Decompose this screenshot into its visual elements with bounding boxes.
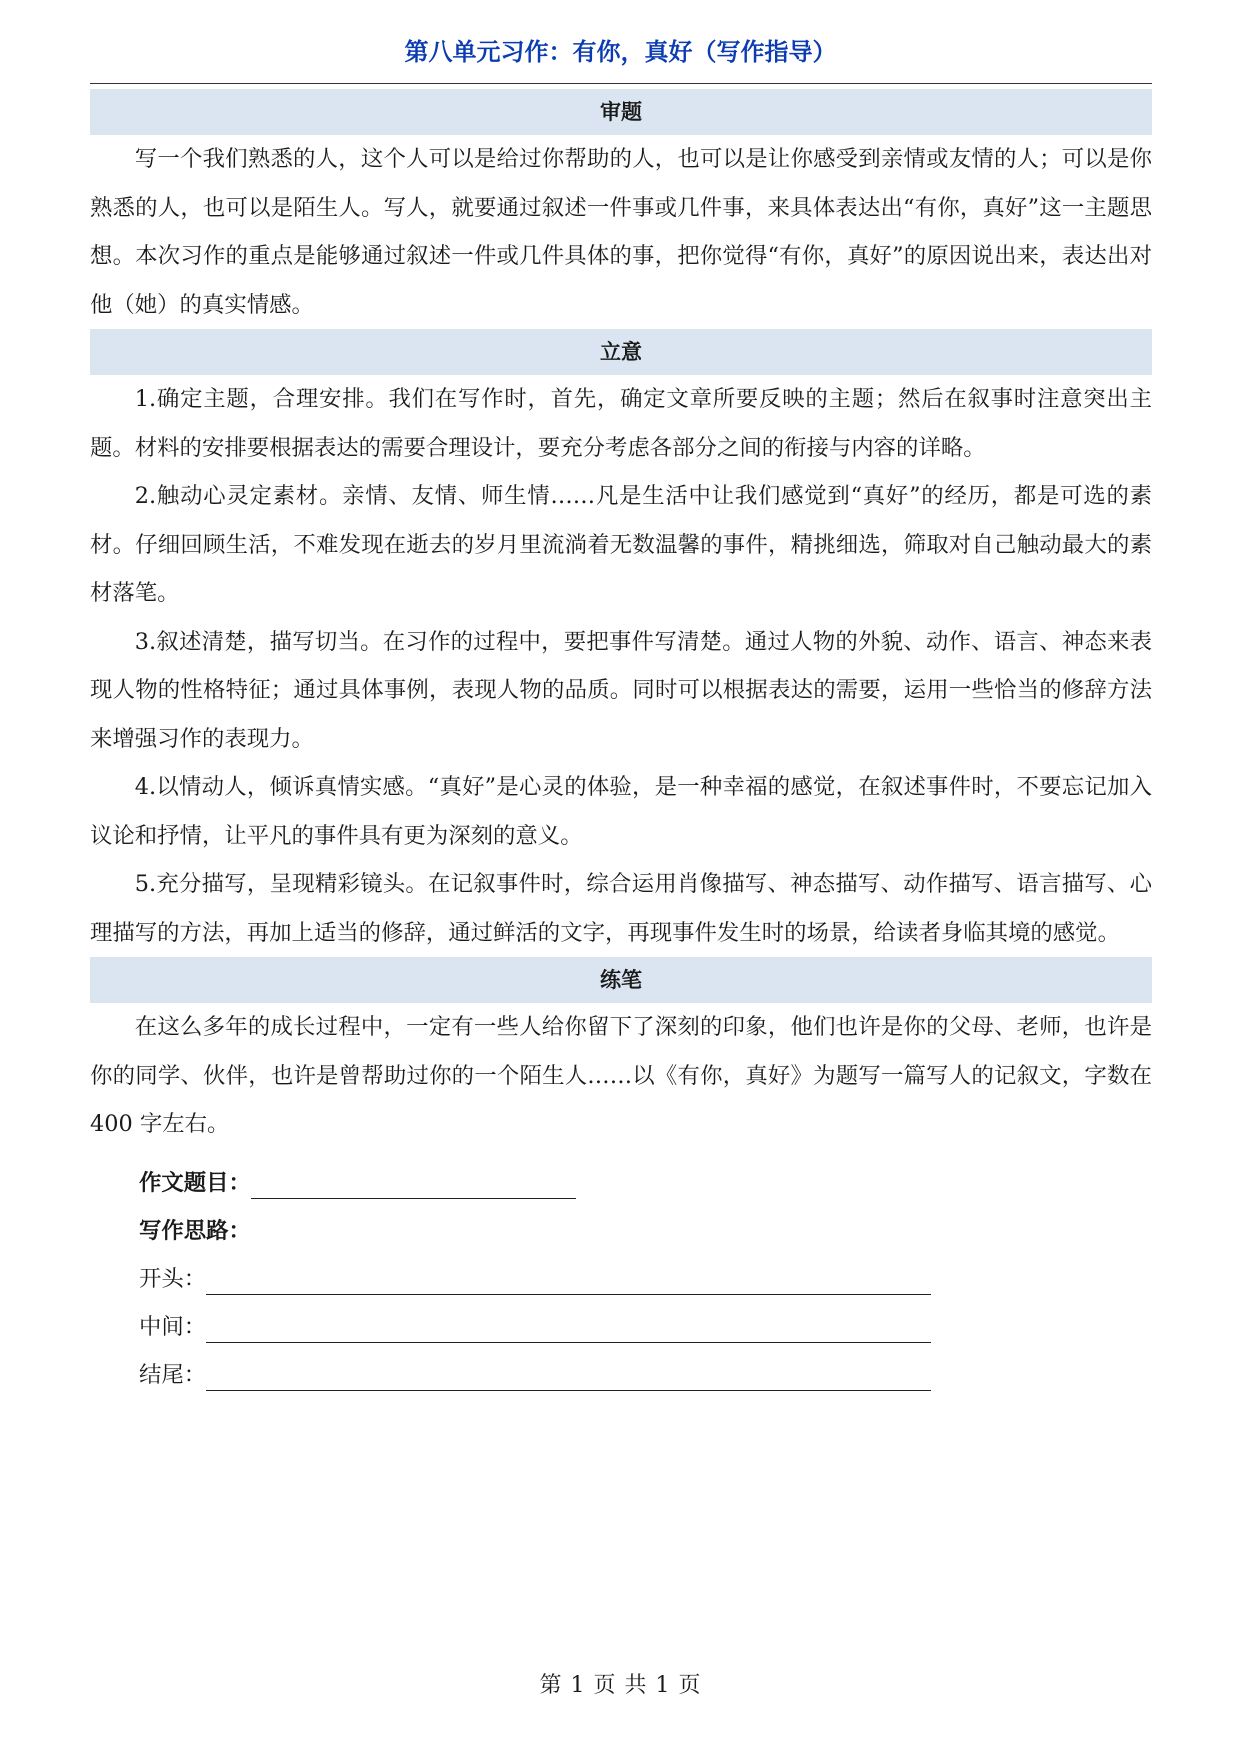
ending-fill-row [139,1351,1152,1399]
liyi-paragraph-2: 2.触动心灵定素材。亲情、友情、师生情……凡是生活中让我们感觉到“真好”的经历，都是可选的素材。仔细回顾生活，不难发现在逝去的岁月里流淌着无数温馨的事件，精挑细选，筛取对自己触动最大的素材落笔。 [90,483,1152,606]
title-fill-blank[interactable] [251,1164,576,1199]
opening-fill-row [139,1255,1152,1303]
liyi-paragraph-1: 1.确定主题，合理安排。我们在写作时，首先，确定文章所要反映的主题；然后在叙事时注意突出主题。材料的安排要根据表达的需要合理设计，要充分考虑各部分之间的衔接与内容的详略。 [90,386,1152,461]
title-fill-row [139,1159,1152,1207]
middle-fill-row [139,1303,1152,1351]
middle-fill-blank[interactable] [206,1308,931,1343]
liyi-paragraph-5: 5.充分描写，呈现精彩镜头。在记叙事件时，综合运用肖像描写、神态描写、动作描写、语言描写、心理描写的方法，再加上适当的修辞，通过鲜活的文字，再现事件发生时的场景，给读者身临其境的感觉。 [90,871,1152,946]
shenti-paragraph: 写一个我们熟悉的人，这个人可以是给过你帮助的人，也可以是让你感受到亲情或友情的人；可以是你熟悉的人，也可以是陌生人。写人，就要通过叙述一件事或几件事，来具体表达出“有你，真好”这一主题思想。本次习作的重点是能够通过叙述一件或几件具体的事，把你觉得“有你，真好”的原因说出来，表达出对他（她）的真实情感。 [90,146,1152,318]
ending-fill-label: 结尾： [139,1361,207,1388]
liyi-paragraph-4: 4.以情动人，倾诉真情实感。“真好”是心灵的体验，是一种幸福的感觉，在叙述事件时，不要忘记加入议论和抒情，让平凡的事件具有更为深刻的意义。 [90,774,1152,849]
liyi-paragraph-3: 3.叙述清楚，描写切当。在习作的过程中，要把事件写清楚。通过人物的外貌、动作、语言、神态来表现人物的性格特征；通过具体事例，表现人物的品质。同时可以根据表达的需要，运用一些恰当的修辞方法来增强习作的表现力。 [90,628,1152,752]
title-divider [90,83,1152,84]
ending-fill-blank[interactable] [206,1356,931,1391]
lianbi-paragraph: 在这么多年的成长过程中，一定有一些人给你留下了深刻的印象，他们也许是你的父母、老师，也许是你的同学、伙伴，也许是曾帮助过你的一个陌生人……以《有你，真好》为题写一篇写人的记叙文，字数在 400 字左右。 [90,1014,1152,1137]
page-number: 第 1 页 共 1 页 [539,1673,702,1698]
section-heading-shenti: 审题 [90,89,1152,135]
opening-fill-blank[interactable] [206,1260,931,1295]
opening-fill-label: 开头： [139,1265,207,1292]
approach-row [139,1207,1152,1255]
section-heading-liyi: 立意 [90,329,1152,375]
page-title: 第八单元习作：有你，真好（写作指导） [404,38,837,66]
approach-label: 写作思路： [139,1217,251,1244]
middle-fill-label: 中间： [139,1313,207,1340]
section-heading-lianbi: 练笔 [90,957,1152,1003]
title-fill-label: 作文题目： [139,1169,251,1196]
document-body [90,89,1152,1399]
